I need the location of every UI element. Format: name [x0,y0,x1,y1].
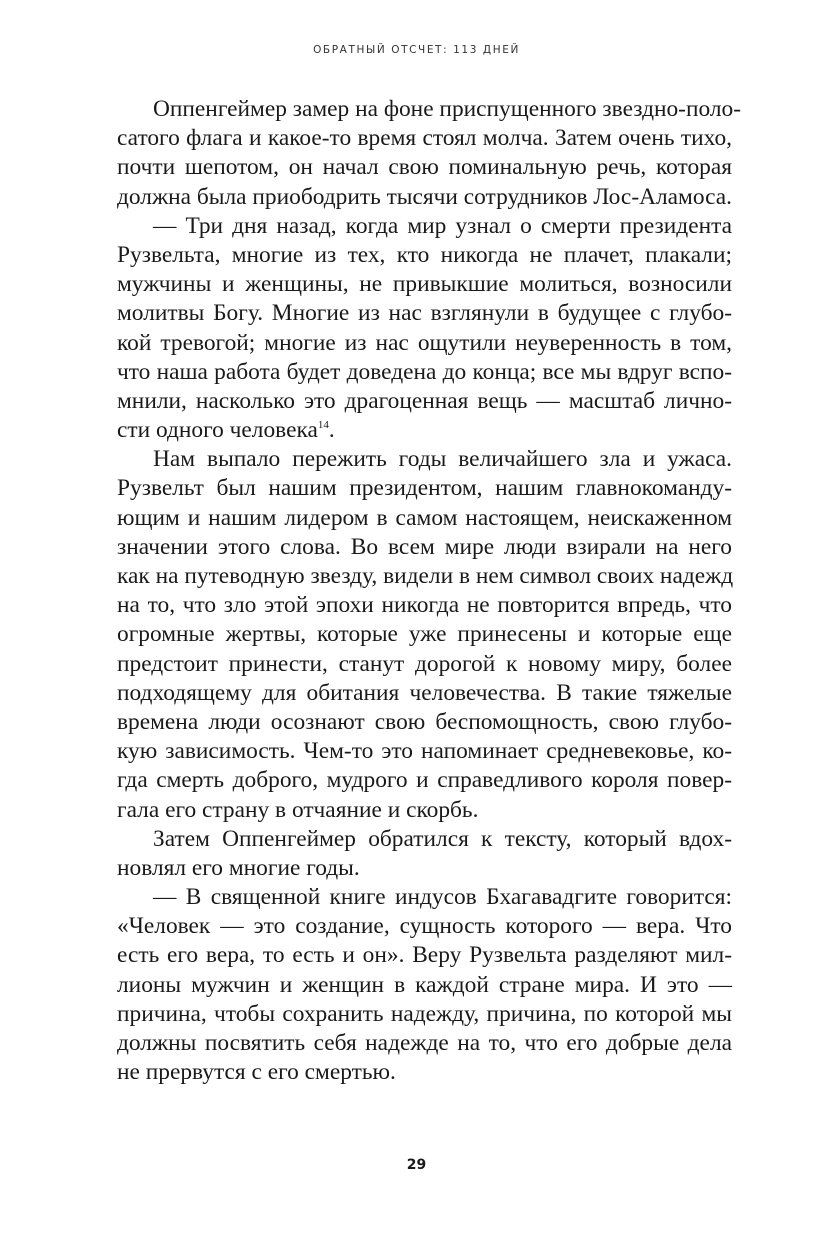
text-line: новлял его многие годы. [117,854,360,881]
text-line: предстоит принести, станут дорогой к новому миру, более [117,650,732,677]
text-line: значении этого слова. Во всем мире люди взирали на него [117,533,732,560]
text-line: почти шепотом, он начал свою поминальную речь, которая [117,154,732,181]
paragraph [117,883,732,1087]
text-line: что наша работа будет доведена до конца; все мы вдруг вспо- [117,358,732,385]
text-line: — В священной книге индусов Бхагавадгите говорится: [153,884,732,911]
text-line: сатого флага и какое-то время стоял молча. Затем очень тихо, [117,125,732,152]
running-head: ОБРАТНЫЙ ОТСЧЕТ: 113 ДНЕЙ [313,44,520,56]
text-line: подходящему для обитания человечества. В такие тяжелые [117,679,732,706]
paragraph [117,95,742,212]
text-line: лионы мужчин и женщин в каждой стране мира. И это — [117,971,732,998]
text-line: Оппенгеймер замер на фоне приспущенного звездно-поло- [153,96,742,122]
text-line [117,416,732,445]
footnote-marker[interactable]: 14 [317,419,329,432]
page-number: 29 [406,1157,427,1173]
text-line: Затем Оппенгеймер обратился к тексту, который вдох- [153,825,732,852]
text-line: ющим и нашим лидером в самом настоящем, неискаженном [117,504,732,531]
text-line: Рузвельт был нашим президентом, нашим главнокоманду- [117,475,732,502]
text-line: не прервутся с его смертью. [117,1059,396,1086]
text-line: на то, что зло этой эпохи никогда не повторится впредь, что [117,592,732,619]
text-line: как на путеводную звезду, видели в нем символ своих надежд [117,563,734,589]
text-line: «Человек — это создание, сущность которого — вера. Что [117,913,732,940]
text-line: гала его страну в отчаяние и скорбь. [117,796,479,823]
text-line: причина, чтобы сохранить надежду, причина, по которой мы [117,1000,732,1027]
text-line: есть его вера, то есть и он». Веру Рузвельта разделяют мил- [117,942,732,969]
text-line-content: сти одного человека [117,417,318,444]
text-line: молитвы Богу. Многие из нас взглянули в будущее с глубо- [117,300,732,327]
text-line: мужчины и женщины, не привыкшие молиться, возносили [117,271,732,298]
text-line: гда смерть доброго, мудрого и справедливого короля повер- [117,767,732,794]
text-line: должна была приободрить тысячи сотрудников Лос-Аламоса. [117,183,733,210]
text-line: мнили, насколько это драгоценная вещь — масштаб лично- [117,387,732,414]
sentence-end: . [328,417,335,444]
body-text [117,95,742,1087]
paragraph [117,825,732,883]
paragraph [117,445,732,824]
text-line: должны посвятить себя надежде на то, что его добрые дела [117,1030,732,1056]
text-line: — Три дня назад, когда мир узнал о смерти президента [153,212,732,239]
text-line: Нам выпало пережить годы величайшего зла и ужаса. [153,446,732,473]
paragraph [117,212,732,446]
text-line: кой тревогой; многие из нас ощутили неуверенность в том, [117,329,732,356]
text-line: кую зависимость. Чем-то это напоминает средневековье, ко- [117,738,732,765]
text-line: времена люди осознают свою беспомощность, свою глубо- [117,708,732,735]
text-line: огромные жертвы, которые уже принесены и которые еще [117,621,732,648]
text-line: Рузвельта, многие из тех, кто никогда не плачет, плакали; [117,241,732,268]
